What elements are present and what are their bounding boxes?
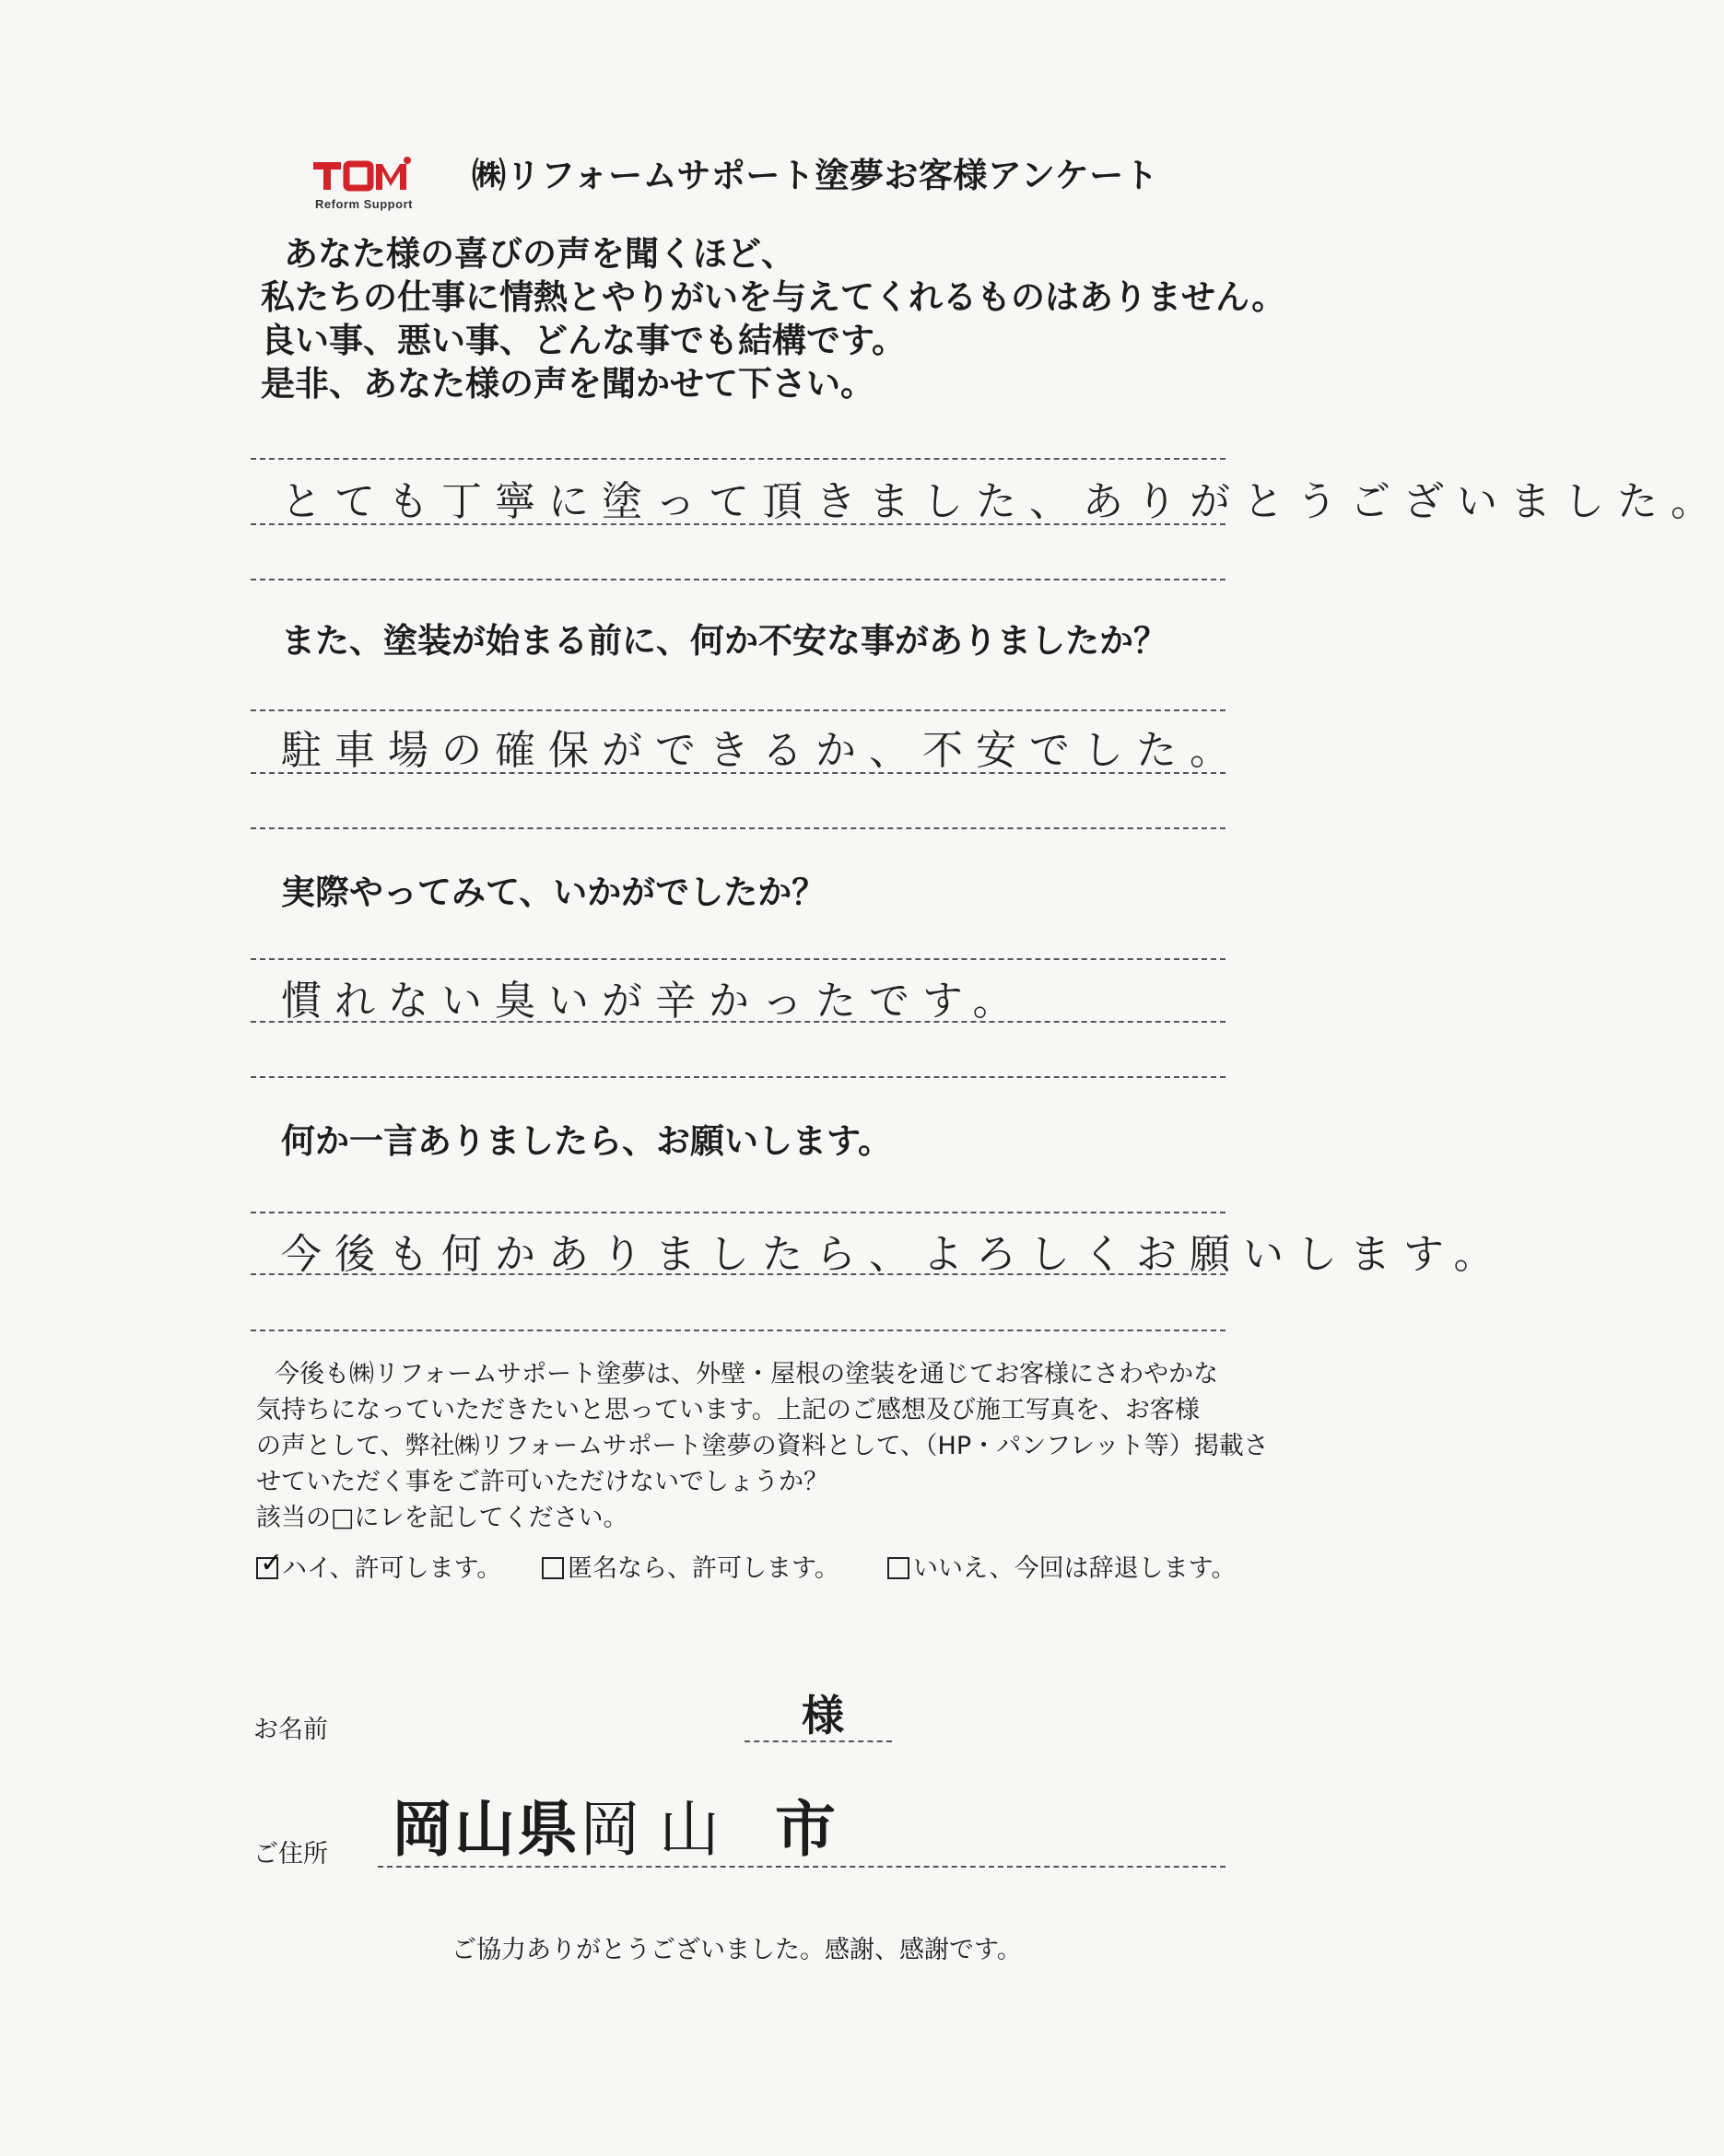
answer-line bbox=[251, 1273, 1226, 1275]
checkbox-allow[interactable] bbox=[256, 1547, 284, 1579]
answer-line bbox=[251, 958, 1226, 960]
option-anonymous[interactable] bbox=[542, 1548, 839, 1584]
page-title: ㈱リフォームサポート塗夢お客様アンケート bbox=[472, 156, 1159, 195]
answer-line bbox=[251, 523, 1226, 525]
question-3: 実際やってみて、いかがでしたか？ bbox=[281, 873, 827, 912]
answer-line bbox=[251, 772, 1226, 774]
option-decline[interactable] bbox=[887, 1548, 1236, 1584]
consent-line: せていただく事をご許可いただけないでしょうか？ bbox=[256, 1468, 828, 1496]
answer-1-text[interactable]: とても丁寧に塗って頂きました、ありがとうございました。 bbox=[281, 478, 1724, 525]
answer-line bbox=[251, 1212, 1226, 1213]
answer-3-text[interactable]: 慣れない臭いが辛かったです。 bbox=[281, 978, 1026, 1025]
checkmark-icon: ✓ bbox=[260, 1547, 284, 1579]
question-4: 何か一言ありましたら、お願いします。 bbox=[281, 1121, 893, 1161]
footer-thanks: ご協力ありがとうございました。感謝、感謝です。 bbox=[452, 1936, 1022, 1964]
name-label: お名前 bbox=[253, 1716, 328, 1744]
intro-line: 私たちの仕事に情熱とやりがいを与えてくれるものはありません。 bbox=[261, 277, 1286, 317]
answer-line bbox=[251, 458, 1226, 460]
intro-line: あなた様の喜びの声を聞くほど、 bbox=[284, 234, 795, 274]
address-line bbox=[378, 1866, 1226, 1868]
consent-line: の声として、弊社㈱リフォームサポート塗夢の資料として、（HP・パンフレット等）掲載さ bbox=[256, 1432, 1269, 1460]
checkbox-decline[interactable] bbox=[887, 1557, 909, 1579]
consent-line: 今後も㈱リフォームサポート塗夢は、外壁・屋根の塗装を通じてお客様にさわやかな bbox=[275, 1360, 1219, 1389]
address-field[interactable] bbox=[392, 1780, 838, 1868]
address-label: ご住所 bbox=[253, 1840, 328, 1869]
answer-line bbox=[251, 709, 1226, 711]
company-logo bbox=[304, 155, 424, 216]
intro-text bbox=[261, 232, 1286, 405]
consent-line: 該当の□にレを記してください。 bbox=[256, 1504, 628, 1532]
consent-line: 気持ちになっていただきたいと思っています。上記のご感想及び施工写真を、お客様 bbox=[256, 1396, 1200, 1424]
answer-line bbox=[251, 1021, 1226, 1023]
name-suffix: 様 bbox=[802, 1691, 844, 1740]
answer-line bbox=[251, 579, 1226, 580]
answer-line bbox=[251, 1076, 1226, 1078]
option-label: いいえ、今回は辞退します。 bbox=[913, 1554, 1237, 1583]
option-label: 匿名なら、許可します。 bbox=[568, 1554, 839, 1583]
answer-2-text[interactable]: 駐車場の確保ができるか、不安でした。 bbox=[281, 727, 1243, 774]
name-line bbox=[745, 1740, 892, 1742]
consent-paragraph bbox=[256, 1356, 1270, 1536]
question-2: また、塗装が始まる前に、何か不安な事がありましたか？ bbox=[281, 621, 1167, 661]
logo-subtitle: Reform Support bbox=[315, 197, 413, 211]
answer-line bbox=[251, 1330, 1226, 1331]
address-prefecture: 岡山県 bbox=[392, 1794, 580, 1865]
option-allow[interactable] bbox=[256, 1548, 501, 1584]
intro-line: 良い事、悪い事、どんな事でも結構です。 bbox=[261, 321, 907, 360]
address-city-suffix: 市 bbox=[775, 1794, 838, 1865]
logo-mark-icon bbox=[311, 155, 413, 192]
answer-4-text[interactable]: 今後も何かありましたら、よろしくお願いします。 bbox=[281, 1231, 1507, 1278]
intro-line: 是非、あなた様の声を聞かせて下さい。 bbox=[261, 364, 874, 404]
checkbox-anonymous[interactable] bbox=[542, 1557, 564, 1579]
option-label: ハイ、許可します。 bbox=[282, 1554, 502, 1583]
answer-line bbox=[251, 827, 1226, 829]
address-city-handwritten: 岡山 bbox=[580, 1794, 738, 1865]
